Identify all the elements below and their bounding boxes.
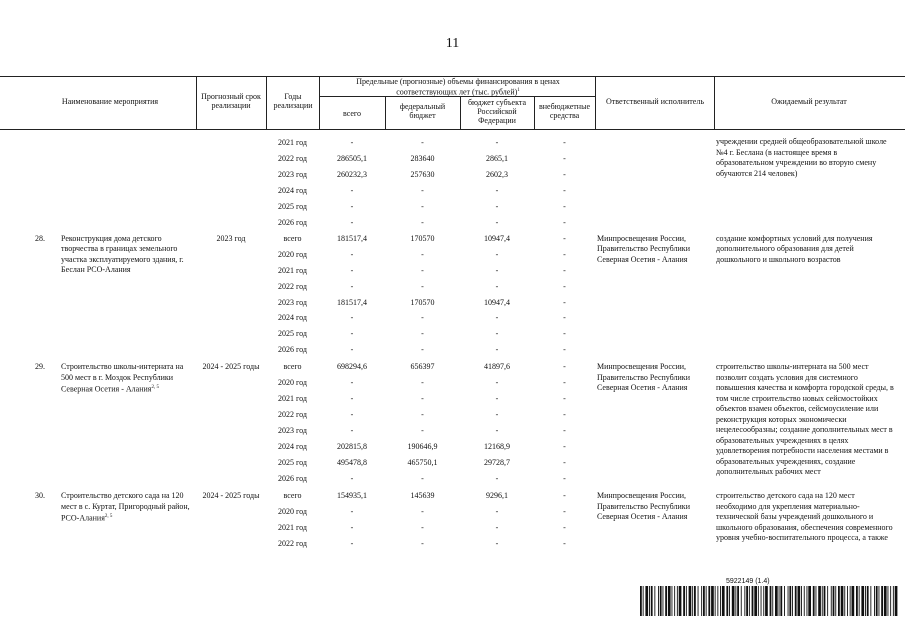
- item-result: строительство школы-интерната на 500 мест позволит создать условия для системного повышения качества и комфорта городской среды, в том числе строительство новых сейсмостойких объектов взамен объектов, сейсмоусиление или реконструкция которых экономически нецелесообразны; создание дополнительных мест в образовательных учреждениях в целях удовлетворения потребности населения местами в образовательных учреждениях, создание дополнительных рабочих мест: [716, 362, 894, 477]
- item-number: 29.: [35, 362, 45, 372]
- total-cell: -: [350, 329, 354, 339]
- year-cell: 2022 год: [278, 538, 307, 548]
- regional-cell: 9296,1: [486, 491, 508, 501]
- item-term: 2024 - 2025 годы: [202, 491, 260, 501]
- item-name-text: Строительство школы-интерната на 500 мест в г. Моздок Республики Северная Осетия - Алания: [61, 362, 184, 395]
- regional-cell: -: [495, 313, 499, 323]
- federal-cell: -: [421, 523, 424, 532]
- year-cell: 2021 год: [278, 523, 307, 532]
- header-name: Наименование мероприятия: [61, 97, 159, 106]
- col-divider: [714, 76, 715, 130]
- total-cell: 154935,1: [337, 491, 367, 501]
- header-term: Прогнозный срок реализации: [201, 92, 261, 110]
- header-funding-group: Предельные (прогнозные) объемы финансирования в ценах соответствующих лет (тыс. рублей)$^1$: [356, 77, 560, 97]
- year-cell: 2026 год: [278, 345, 307, 355]
- total-cell: -: [350, 249, 354, 259]
- year-cell: 2022 год: [278, 410, 307, 420]
- federal-cell: -: [421, 507, 424, 517]
- regional-cell: -: [495, 507, 499, 517]
- total-cell: -: [350, 378, 354, 388]
- header-years: Годы реализации: [273, 92, 313, 110]
- year-cell: 2024 год: [278, 185, 307, 195]
- total-cell: -: [350, 410, 354, 420]
- regional-cell: -: [495, 538, 499, 548]
- offbudget-cell: -: [563, 265, 566, 275]
- offbudget-cell: -: [563, 217, 566, 227]
- offbudget-cell: -: [563, 378, 566, 388]
- offbudget-cell: -: [563, 233, 566, 243]
- offbudget-cell: -: [563, 410, 566, 420]
- year-cell: 2023 год: [278, 297, 307, 307]
- item-name-text: Реконструкция дома детского творчества в границах земельного участка эксплуатируемого здания, г. Беслан РСО-Алания: [61, 233, 184, 275]
- regional-cell: -: [495, 249, 499, 259]
- year-cell: 2023 год: [278, 169, 307, 179]
- year-cell: 2024 год: [278, 313, 307, 323]
- item-executor: Минпросвещения России, Правительство Республики Северная Осетия - Алания: [597, 491, 690, 522]
- header-regional: бюджет субъекта Российской Федерации: [467, 98, 526, 125]
- item-number: 28.: [35, 233, 45, 243]
- offbudget-cell: -: [563, 153, 566, 163]
- item-name-text: Строительство детского сада на 120 мест в с. Куртат, Пригородный район, РСО-Алания: [61, 491, 190, 523]
- federal-cell: 465750,1: [407, 458, 438, 468]
- col-divider: [196, 76, 197, 130]
- regional-cell: -: [495, 138, 499, 147]
- federal-cell: 145639: [410, 491, 435, 501]
- regional-cell: -: [495, 185, 499, 195]
- total-cell: -: [350, 265, 354, 275]
- total-cell: 260232,3: [337, 169, 367, 179]
- offbudget-cell: -: [563, 442, 566, 452]
- header-offbudget: внебюджетные средства: [539, 102, 590, 120]
- federal-cell: -: [421, 217, 424, 227]
- federal-cell: 257630: [410, 169, 435, 179]
- col-divider: [319, 76, 320, 130]
- year-cell: 2023 год: [278, 426, 307, 436]
- year-cell: всего: [283, 233, 302, 243]
- regional-cell: -: [495, 426, 499, 436]
- item-term: 2024 - 2025 годы: [202, 362, 260, 372]
- total-cell: -: [350, 201, 354, 211]
- total-cell: -: [350, 507, 354, 517]
- regional-cell: -: [495, 281, 499, 291]
- regional-cell: 10947,4: [484, 233, 510, 243]
- total-cell: 202815,8: [337, 442, 367, 452]
- header-federal: федеральный бюджет: [399, 102, 446, 120]
- offbudget-cell: -: [563, 458, 566, 468]
- regional-cell: -: [495, 329, 499, 339]
- barcode: [640, 586, 898, 616]
- year-cell: 2022 год: [278, 281, 307, 291]
- regional-cell: -: [495, 201, 499, 211]
- header-total: всего: [342, 109, 361, 118]
- total-cell: -: [350, 185, 354, 195]
- federal-cell: -: [421, 281, 424, 291]
- federal-cell: -: [421, 329, 424, 339]
- total-cell: -: [350, 474, 354, 484]
- year-cell: 2021 год: [278, 394, 307, 404]
- offbudget-cell: -: [563, 362, 566, 372]
- total-cell: -: [350, 281, 354, 291]
- header-executor: Ответственный исполнитель: [606, 97, 704, 106]
- offbudget-cell: -: [563, 201, 566, 211]
- federal-cell: -: [421, 201, 424, 211]
- regional-cell: 29728,7: [484, 458, 510, 468]
- year-cell: 2025 год: [278, 329, 307, 339]
- regional-cell: -: [495, 345, 499, 355]
- federal-cell: -: [421, 474, 424, 484]
- total-cell: 495478,8: [337, 458, 367, 468]
- federal-cell: -: [421, 378, 424, 388]
- federal-cell: -: [421, 426, 424, 436]
- federal-cell: 190646,9: [407, 442, 438, 452]
- regional-cell: -: [495, 410, 499, 420]
- total-cell: 181517,4: [337, 297, 367, 307]
- year-cell: 2022 год: [278, 153, 307, 163]
- offbudget-cell: -: [563, 281, 566, 291]
- federal-cell: 170570: [410, 297, 435, 307]
- federal-cell: -: [421, 138, 424, 147]
- header-bottom-rule: [0, 129, 905, 130]
- regional-cell: -: [495, 523, 499, 532]
- offbudget-cell: -: [563, 345, 566, 355]
- total-cell: -: [350, 538, 354, 548]
- offbudget-cell: -: [563, 185, 566, 195]
- offbudget-cell: -: [563, 297, 566, 307]
- federal-cell: -: [421, 538, 424, 548]
- federal-cell: -: [421, 185, 424, 195]
- page-number: 11: [445, 36, 460, 51]
- item-term: 2023 год: [216, 233, 246, 243]
- offbudget-cell: -: [563, 538, 566, 548]
- col-divider: [266, 76, 267, 130]
- year-cell: 2020 год: [278, 507, 307, 517]
- total-cell: 286505,1: [337, 153, 367, 163]
- regional-cell: -: [495, 217, 499, 227]
- item-result: создание комфортных условий для получения дополнительного образования для детей дошкольного и школьного возрастов: [716, 233, 873, 264]
- total-cell: 698294,6: [337, 362, 367, 372]
- total-cell: -: [350, 523, 354, 532]
- regional-cell: -: [495, 394, 499, 404]
- continuation-result: учреждении средней общеобразовательной школе №4 г. Беслана (в настоящее время в образовательном учреждении во вторую смену обучаются 214 человек): [716, 137, 887, 178]
- regional-cell: 2602,3: [486, 169, 508, 179]
- regional-cell: 41897,6: [484, 362, 510, 372]
- barcode-number: 5922149 (1.4): [726, 578, 770, 585]
- federal-cell: -: [421, 313, 424, 323]
- year-cell: всего: [283, 491, 302, 501]
- item-name-footnote: 2, 5: [104, 514, 113, 520]
- item-number: 30.: [35, 491, 45, 501]
- offbudget-cell: -: [563, 426, 566, 436]
- regional-cell: -: [495, 474, 499, 484]
- year-cell: 2025 год: [278, 201, 307, 211]
- federal-cell: -: [421, 249, 424, 259]
- federal-cell: -: [421, 410, 424, 420]
- year-cell: 2026 год: [278, 217, 307, 227]
- offbudget-cell: -: [563, 169, 566, 179]
- offbudget-cell: -: [563, 491, 566, 501]
- regional-cell: 12168,9: [484, 442, 510, 452]
- offbudget-cell: -: [563, 523, 566, 532]
- regional-cell: -: [495, 378, 499, 388]
- offbudget-cell: -: [563, 329, 566, 339]
- item-name: [61, 234, 193, 276]
- federal-cell: -: [421, 394, 424, 404]
- federal-cell: 656397: [410, 362, 435, 372]
- year-cell: 2024 год: [278, 442, 307, 452]
- item-name: [61, 362, 193, 395]
- total-cell: -: [350, 313, 354, 323]
- regional-cell: -: [495, 265, 499, 275]
- year-cell: 2021 год: [278, 265, 307, 275]
- total-cell: -: [350, 138, 354, 147]
- year-cell: всего: [283, 362, 302, 372]
- year-cell: 2021 год: [278, 138, 307, 147]
- total-cell: -: [350, 426, 354, 436]
- item-name: [61, 491, 193, 524]
- offbudget-cell: -: [563, 249, 566, 259]
- item-executor: Минпросвещения России, Правительство Республики Северная Осетия - Алания: [597, 362, 690, 393]
- year-cell: 2020 год: [278, 378, 307, 388]
- header-result: Ожидаемый результат: [771, 97, 847, 106]
- offbudget-cell: -: [563, 474, 566, 484]
- total-cell: 181517,4: [337, 233, 367, 243]
- regional-cell: 2865,1: [486, 153, 508, 163]
- item-name-footnote: 2, 5: [151, 385, 159, 391]
- total-cell: -: [350, 345, 354, 355]
- year-cell: 2025 год: [278, 458, 307, 468]
- col-divider: [595, 76, 596, 130]
- total-cell: -: [350, 217, 354, 227]
- federal-cell: -: [421, 265, 424, 275]
- offbudget-cell: -: [563, 394, 566, 404]
- item-executor: Минпросвещения России, Правительство Республики Северная Осетия - Алания: [597, 233, 690, 264]
- regional-cell: 10947,4: [484, 297, 510, 307]
- offbudget-cell: -: [563, 313, 566, 323]
- item-result: строительство детского сада на 120 мест необходимо для укрепления материально-технической базы учреждений дошкольного и школьного образования, обеспечения современного уровня учебно-воспитательного процесса, а также: [716, 491, 893, 543]
- federal-cell: -: [421, 345, 424, 355]
- federal-cell: 170570: [410, 233, 435, 243]
- offbudget-cell: -: [563, 507, 566, 517]
- year-cell: 2026 год: [278, 474, 307, 484]
- total-cell: -: [350, 394, 354, 404]
- offbudget-cell: -: [563, 138, 566, 147]
- federal-cell: 283640: [410, 153, 435, 163]
- year-cell: 2020 год: [278, 249, 307, 259]
